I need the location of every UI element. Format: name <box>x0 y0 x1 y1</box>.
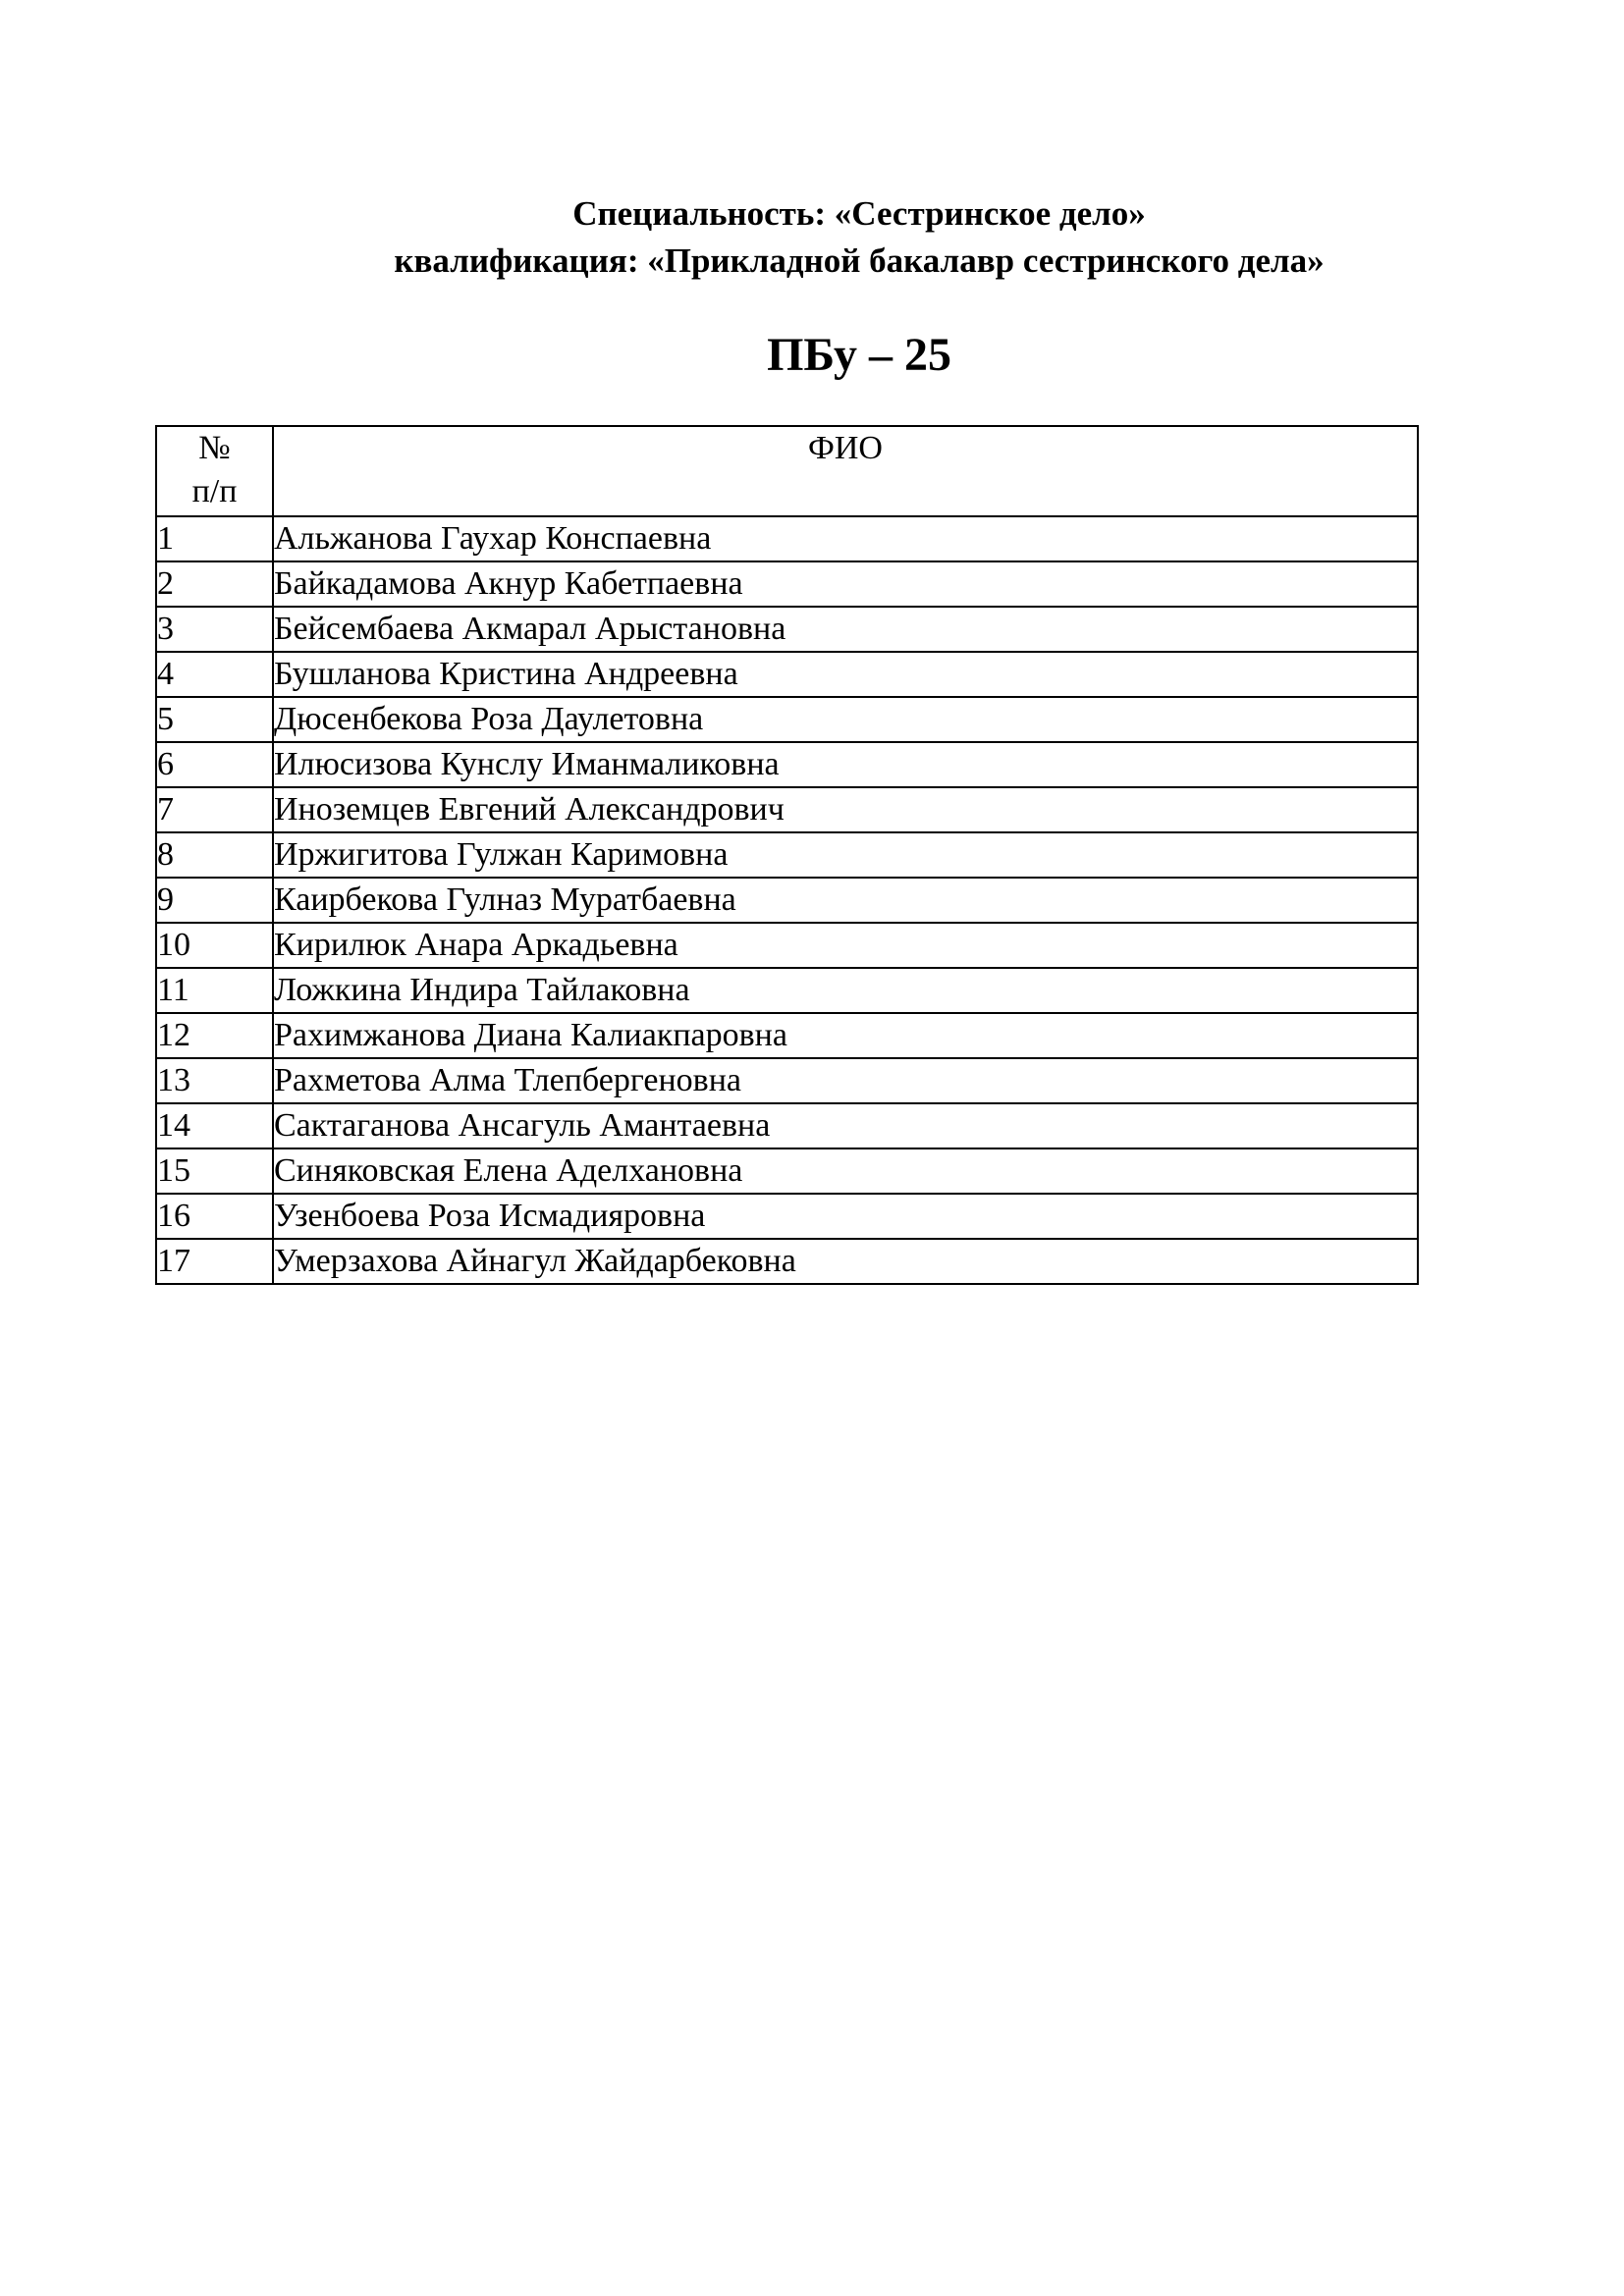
table-row <box>156 607 1418 652</box>
student-name: Дюсенбекова Роза Даулетовна <box>273 697 1418 742</box>
row-number: 13 <box>156 1058 273 1103</box>
row-number: 10 <box>156 923 273 968</box>
group-title: ПБу – 25 <box>767 329 951 381</box>
student-name: Альжанова Гаухар Конспаевна <box>273 516 1418 561</box>
table-row <box>156 923 1418 968</box>
row-number: 9 <box>156 878 273 923</box>
student-name: Синяковская Елена Аделхановна <box>273 1148 1418 1194</box>
table-row <box>156 652 1418 697</box>
table-row <box>156 1239 1418 1284</box>
student-name: Иржигитова Гулжан Каримовна <box>273 832 1418 878</box>
number-header-abbr: п/п <box>191 473 238 509</box>
row-number: 7 <box>156 787 273 832</box>
student-name: Ложкина Индира Тайлаковна <box>273 968 1418 1013</box>
table-header-row <box>156 426 1418 516</box>
table-row <box>156 968 1418 1013</box>
student-name: Сактаганова Ансагуль Амантаевна <box>273 1103 1418 1148</box>
row-number: 4 <box>156 652 273 697</box>
row-number: 1 <box>156 516 273 561</box>
row-number: 15 <box>156 1148 273 1194</box>
row-number: 8 <box>156 832 273 878</box>
table-row <box>156 1103 1418 1148</box>
student-name: Узенбоева Роза Исмадияровна <box>273 1194 1418 1239</box>
row-number: 11 <box>156 968 273 1013</box>
number-column-header <box>156 426 273 516</box>
row-number: 14 <box>156 1103 273 1148</box>
student-name: Кирилюк Анара Аркадьевна <box>273 923 1418 968</box>
table-row <box>156 516 1418 561</box>
qualification-heading: квалификация: «Прикладной бакалавр сестринского дела» <box>394 241 1325 280</box>
name-column-header: ФИО <box>273 426 1418 516</box>
table-row <box>156 1013 1418 1058</box>
student-name: Бейсембаева Акмарал Арыстановна <box>273 607 1418 652</box>
row-number: 17 <box>156 1239 273 1284</box>
row-number: 3 <box>156 607 273 652</box>
number-header-symbol: № <box>198 430 231 466</box>
student-name: Рахимжанова Диана Калиакпаровна <box>273 1013 1418 1058</box>
student-name: Бушланова Кристина Андреевна <box>273 652 1418 697</box>
student-name: Рахметова Алма Тлепбергеновна <box>273 1058 1418 1103</box>
table-row <box>156 742 1418 787</box>
table-row <box>156 1058 1418 1103</box>
row-number: 6 <box>156 742 273 787</box>
table-row <box>156 697 1418 742</box>
row-number: 2 <box>156 561 273 607</box>
student-name: Каирбекова Гулназ Муратбаевна <box>273 878 1418 923</box>
table-body <box>156 516 1418 1284</box>
table-row <box>156 787 1418 832</box>
table-row <box>156 832 1418 878</box>
student-name: Байкадамова Акнур Кабетпаевна <box>273 561 1418 607</box>
students-table <box>155 425 1419 1285</box>
row-number: 12 <box>156 1013 273 1058</box>
row-number: 16 <box>156 1194 273 1239</box>
specialty-heading: Специальность: «Сестринское дело» <box>572 194 1146 233</box>
student-name: Иноземцев Евгений Александрович <box>273 787 1418 832</box>
table-row <box>156 1194 1418 1239</box>
student-name: Умерзахова Айнагул Жайдарбековна <box>273 1239 1418 1284</box>
table-row <box>156 561 1418 607</box>
table-row <box>156 1148 1418 1194</box>
table-row <box>156 878 1418 923</box>
row-number: 5 <box>156 697 273 742</box>
student-name: Илюсизова Кунслу Иманмаликовна <box>273 742 1418 787</box>
